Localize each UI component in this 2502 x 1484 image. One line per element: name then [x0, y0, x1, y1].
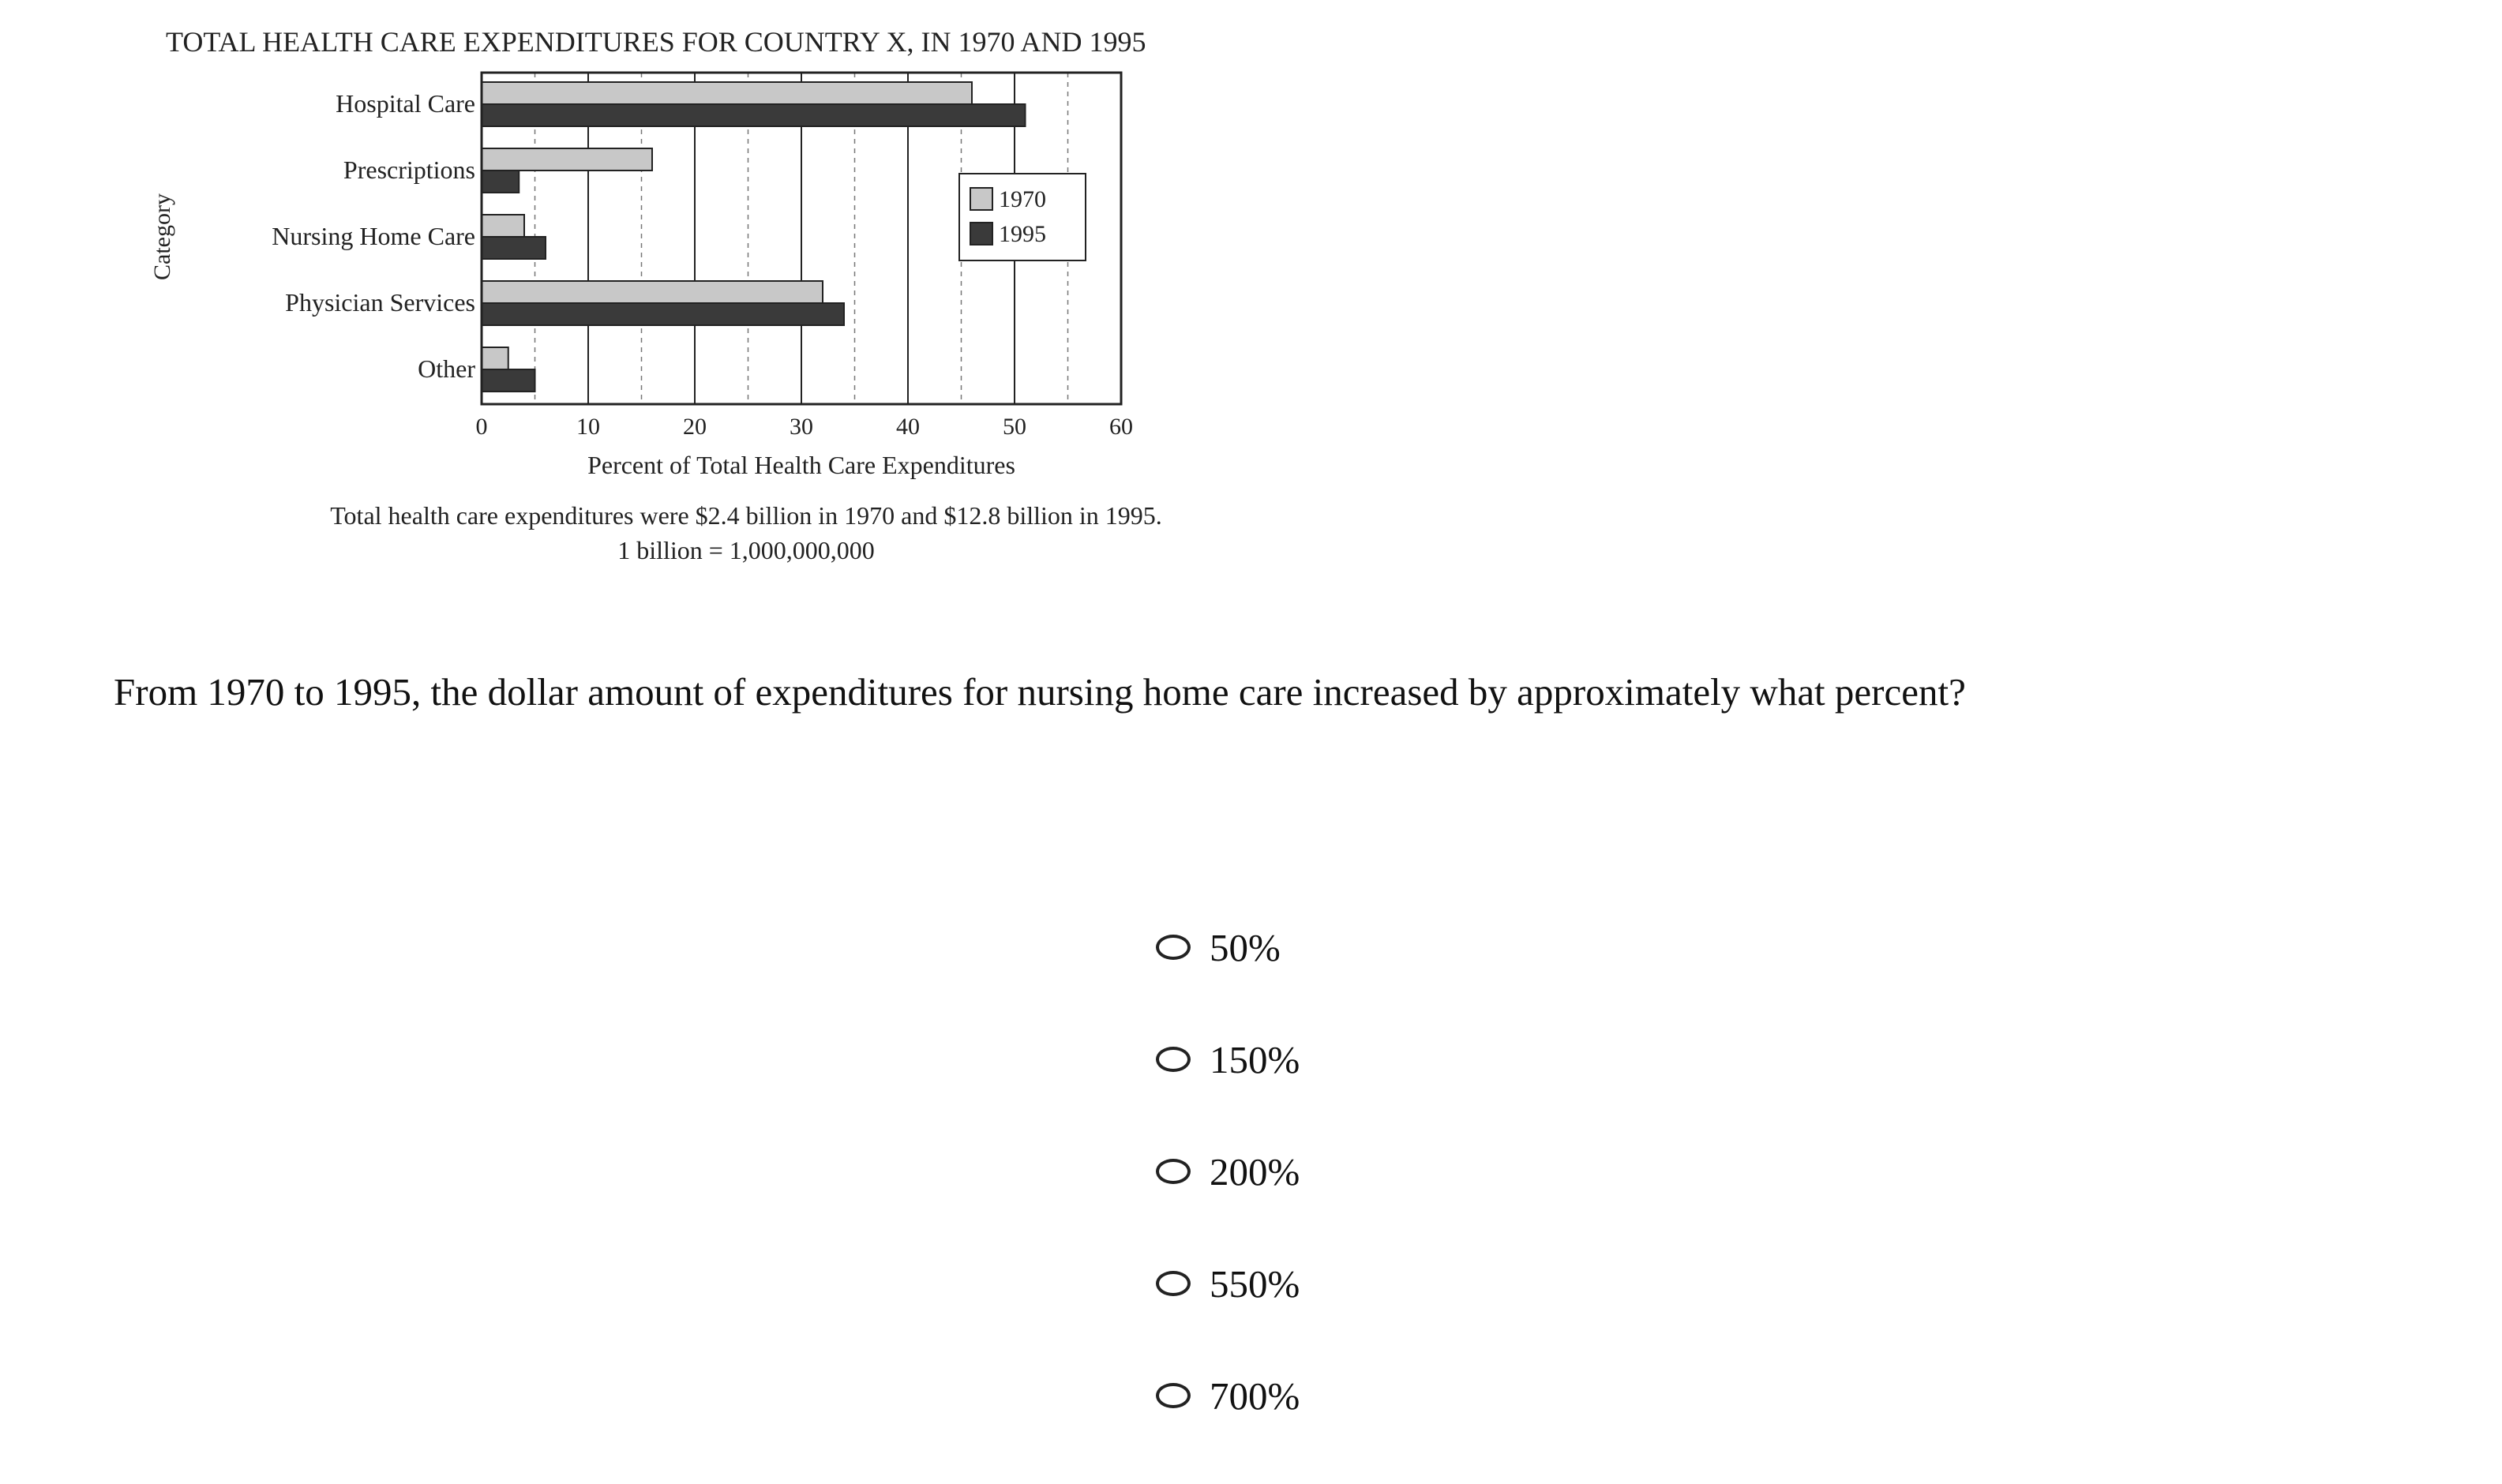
choice-200[interactable] [1156, 1148, 1300, 1195]
bar-1970 [482, 215, 524, 237]
bar-1995 [482, 171, 519, 193]
x-tick-label: 20 [683, 414, 707, 440]
answer-choices [1156, 924, 1300, 1484]
choice-label: 200% [1210, 1149, 1300, 1194]
legend-label-1995: 1995 [999, 221, 1046, 247]
x-tick-label: 50 [1003, 414, 1026, 440]
category-label: Hospital Care [336, 89, 475, 118]
choice-550[interactable] [1156, 1260, 1300, 1307]
x-tick-label: 0 [475, 414, 488, 440]
bar-1970 [482, 281, 823, 303]
bar-1970 [482, 347, 508, 369]
category-label: Other [418, 354, 475, 383]
radio-button[interactable] [1156, 1047, 1191, 1072]
category-label: Prescriptions [343, 156, 475, 184]
radio-button[interactable] [1156, 935, 1191, 960]
x-tick-label: 10 [576, 414, 600, 440]
chart-title: TOTAL HEALTH CARE EXPENDITURES FOR COUNTRY X, IN 1970 AND 1995 [166, 26, 1146, 58]
legend-swatch-1995 [970, 223, 992, 245]
chart-note-line-2: 1 billion = 1,000,000,000 [617, 536, 875, 564]
bar-1995 [482, 369, 535, 392]
bar-1995 [482, 104, 1026, 126]
choice-label: 150% [1210, 1037, 1300, 1081]
choice-700[interactable] [1156, 1372, 1300, 1419]
choice-label: 50% [1210, 925, 1281, 969]
x-tick-label: 30 [790, 414, 813, 440]
choice-label: 700% [1210, 1373, 1300, 1418]
chart-legend [959, 174, 1086, 260]
question-text: From 1970 to 1995, the dollar amount of expenditures for nursing home care increased by approximately what percent? [114, 670, 1966, 714]
chart-note-line-1: Total health care expenditures were $2.4 billion in 1970 and $12.8 billion in 1995. [330, 501, 1162, 530]
bar-1970 [482, 82, 972, 104]
bar-1995 [482, 303, 844, 325]
choice-50[interactable] [1156, 924, 1300, 971]
radio-button[interactable] [1156, 1271, 1191, 1296]
legend-swatch-1970 [970, 188, 992, 210]
x-axis-label: Percent of Total Health Care Expenditures [587, 451, 1015, 479]
x-tick-label: 40 [896, 414, 920, 440]
choice-150[interactable] [1156, 1036, 1300, 1083]
bar-1995 [482, 237, 546, 259]
choice-label: 550% [1210, 1261, 1300, 1306]
chart-figure [142, 16, 1326, 568]
y-axis-label: Category [149, 193, 175, 280]
radio-button[interactable] [1156, 1383, 1191, 1408]
x-tick-label: 60 [1109, 414, 1133, 440]
category-label: Nursing Home Care [272, 222, 475, 250]
category-label: Physician Services [285, 288, 475, 317]
radio-button[interactable] [1156, 1159, 1191, 1184]
bar-1970 [482, 148, 652, 171]
legend-label-1970: 1970 [999, 186, 1046, 212]
